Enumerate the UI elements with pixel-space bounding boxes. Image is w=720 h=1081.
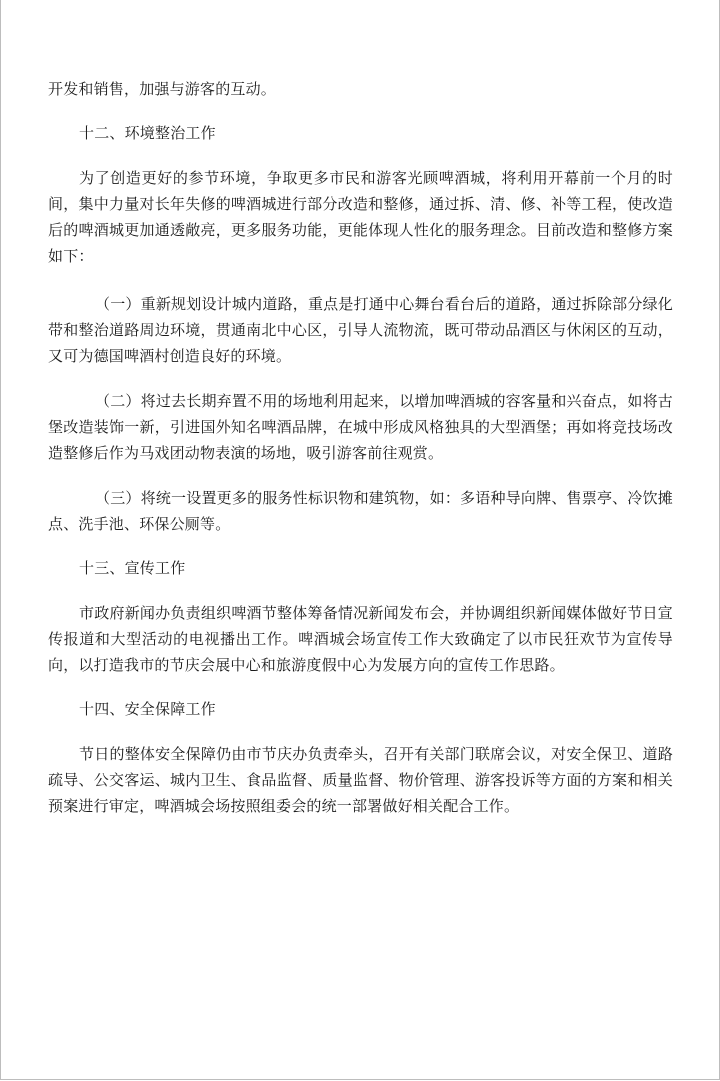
paragraph-continuation: 开发和销售，加强与游客的互动。: [48, 80, 277, 98]
paragraph-item-3: （三）将统一设置更多的服务性标识物和建筑物，如：多语种导向牌、售票亭、冷饮摊点、洗手池、环保公厕等。: [48, 489, 673, 533]
document-body: [48, 76, 673, 819]
section-heading-14: 十四、安全保障工作: [79, 700, 216, 718]
section-heading-12: 十二、环境整治工作: [79, 124, 216, 142]
paragraph-environment-intro: 为了创造更好的参节环境，争取更多市民和游客光顾啤酒城，将利用开幕前一个月的时间，集中力量对长年失修的啤酒城进行部分改造和整修，通过拆、清、修、补等工程，使改造后的啤酒城更加通透敞亮，更多服务功能，更能体现人性化的服务理念。目前改造和整修方案如下：: [48, 169, 673, 265]
paragraph-item-1: （一）重新规划设计城内道路，重点是打通中心舞台看台后的道路，通过拆除部分绿化带和整治道路周边环境，贯通南北中心区，引导人流物流，既可带动品酒区与休闲区的互动，又可为德国啤酒村创造良好的环境。: [48, 295, 673, 365]
paragraph-safety: 节日的整体安全保障仍由市节庆办负责牵头，召开有关部门联席会议，对安全保卫、道路疏导、公交客运、城内卫生、食品监督、质量监督、物价管理、游客投诉等方面的方案和相关预案进行审定，啤酒城会场按照组委会的统一部署做好相关配合工作。: [48, 745, 673, 815]
section-heading-13: 十三、宣传工作: [79, 559, 186, 577]
paragraph-publicity: 市政府新闻办负责组织啤酒节整体筹备情况新闻发布会，并协调组织新闻媒体做好节日宣传报道和大型活动的电视播出工作。啤酒城会场宣传工作大致确定了以市民狂欢节为宣传导向，以打造我市的节庆会展中心和旅游度假中心为发展方向的宣传工作思路。: [48, 604, 673, 674]
paragraph-item-2: （二）将过去长期弃置不用的场地利用起来，以增加啤酒城的容客量和兴奋点，如将古堡改造装饰一新，引进国外知名啤酒品牌，在城中形成风格独具的大型酒堡；再如将竞技场改造整修后作为马戏团动物表演的场地，吸引游客前往观赏。: [48, 392, 673, 462]
